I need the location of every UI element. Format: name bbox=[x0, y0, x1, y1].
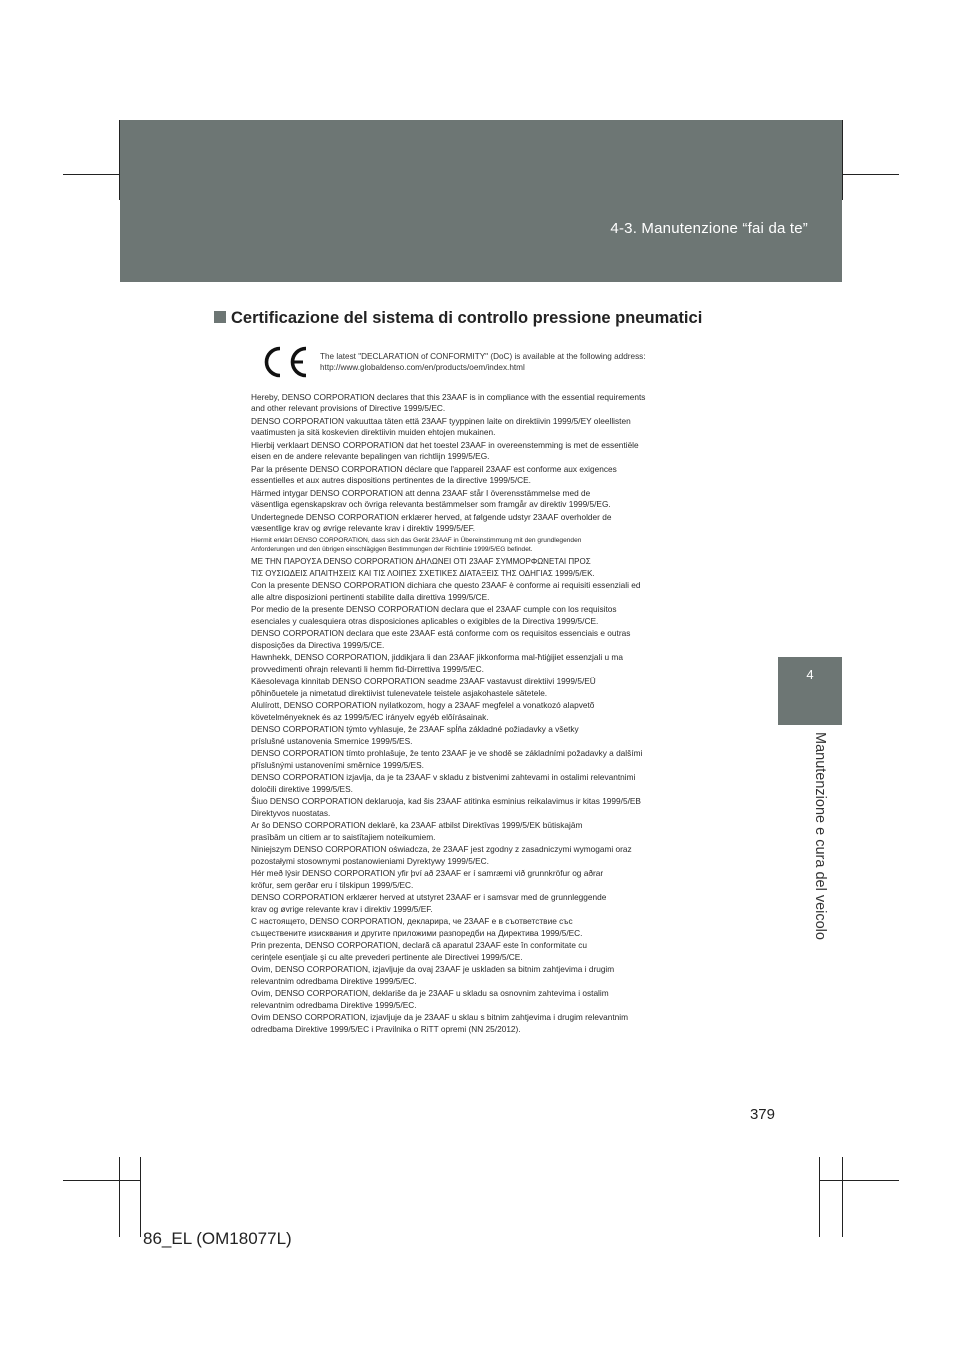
declaration: Alulírott, DENSO CORPORATION nyilatkozom, hogy a 23AAF megfelel a vonatkozó alapvetõ követelményeknek és az 1999/5/EC irányelv egyéb elõírásainak. bbox=[251, 700, 595, 722]
declaration: DENSO CORPORATION tímto prohlašuje, že tento 23AAF je ve shodě se základními požadavky a dalšími příslušnými ustanoveními směrnice 1999/5/ES. bbox=[251, 748, 643, 770]
chapter-tab bbox=[778, 657, 842, 725]
declaration: Hawnhekk, DENSO CORPORATION, jiddikjara li dan 23AAF jikkonforma mal-ħtiġijiet essenzjali u ma provvedimenti oħrajn relevanti li hemm fid-Dirrettiva 1999/5/EC. bbox=[251, 652, 623, 674]
declaration: DENSO CORPORATION izjavlja, da je ta 23AAF v skladu z bistvenimi zahtevami in ostalimi relevantnimi določili direktive 1999/5/ES. bbox=[251, 772, 636, 794]
declaration: DENSO CORPORATION declara que este 23AAF está conforme com os requisitos essenciais e outras disposições da Directiva 1999/5/CE. bbox=[251, 628, 631, 650]
crop-mark bbox=[119, 1157, 120, 1237]
declaration: Prin prezenta, DENSO CORPORATION, declară că aparatul 23AAF este în conformitate cu cerinţele esenţiale şi cu alte prevederi pertinente ale Directivei 1999/5/CE. bbox=[251, 940, 588, 962]
crop-mark bbox=[842, 1157, 843, 1237]
crop-mark bbox=[140, 1157, 141, 1237]
heading-square-icon bbox=[214, 311, 226, 323]
declaration: Niniejszym DENSO CORPORATION oświadcza, że 23AAF jest zgodny z zasadniczymi wymogami oraz pozostałymi stosownymi postanowieniami Dyrektywy 1999/5/EC. bbox=[251, 844, 632, 866]
declaration: Ovim DENSO CORPORATION, izjavljuje da je 23AAF u sklau s bitnim zahtjevima i drugim relevantnim odredbama Direktive 1999/5/EC i Pravilnika o RiTT opremi (NN 25/2012). bbox=[251, 1012, 629, 1034]
crop-mark bbox=[819, 1180, 899, 1181]
declaration: Hierbij verklaart DENSO CORPORATION dat het toestel 23AAF in overeenstemming is met de essentiële eisen en de andere relevante bepalingen van richtlijn 1999/5/EG. bbox=[251, 440, 639, 462]
ce-notice-line: The latest "DECLARATION of CONFORMITY" (DoC) is available at the following address: bbox=[320, 352, 646, 361]
declaration: ΜΕ ΤΗΝ ΠΑΡΟΥΣΑ DENSO CORPORATION ΔΗΛΩΝΕΙ ΟΤΙ 23AAF ΣΥΜΜΟΡΦΩΝΕΤΑΙ ΠΡΟΣ ΤΙΣ ΟΥΣΙΩΔΕΙΣ ΑΠΑΙΤΗΣΕΙΣ ΚΑΙ ΤΙΣ ΛΟΙΠΕΣ ΣΧΕΤΙΚΕΣ ΔΙΑΤΑΞΕΙΣ ΤΗΣ ΟΔΗΓΙΑΣ 1999/5/ΕΚ. bbox=[251, 557, 595, 578]
page-number: 379 bbox=[749, 1106, 775, 1123]
section-heading-text: Certificazione del sistema di controllo pressione pneumatici bbox=[231, 309, 703, 327]
declaration: Por medio de la presente DENSO CORPORATION declara que el 23AAF cumple con los requisitos esenciales y cualesquiera otras disposiciones aplicables o exigibles de la Directiva 1999/5/CE. bbox=[251, 604, 617, 626]
declaration: DENSO CORPORATION erklærer herved at utstyret 23AAF er i samsvar med de grunnleggende krav og øvrige relevante krav i direktiv 1999/5/EF. bbox=[251, 892, 607, 914]
declaration: Hereby, DENSO CORPORATION declares that this 23AAF is in compliance with the essential requirements and other relevant provisions of Directive 1999/5/EC. bbox=[251, 392, 646, 414]
header-band bbox=[120, 120, 842, 282]
ce-mark-icon bbox=[258, 344, 310, 380]
crop-mark bbox=[819, 1157, 820, 1237]
declaration: Ovim, DENSO CORPORATION, deklariše da je 23AAF u skladu sa osnovnim zahtevima i ostalim relevantnim odredbama Direktive 1999/5/EC. bbox=[251, 988, 609, 1010]
declarations bbox=[251, 392, 721, 1036]
declaration: Ovim, DENSO CORPORATION, izjavljuje da ovaj 23AAF je uskladen sa bitnim zahtjevima i drugim relevantnim odredbama Direktive 1999/5/EC. bbox=[251, 964, 615, 986]
declaration: DENSO CORPORATION vakuuttaa täten että 23AAF tyyppinen laite on direktiivin 1999/5/EY oleellisten vaatimusten ja sitä koskevien direktiivin muiden ehtojen mukainen. bbox=[251, 416, 631, 438]
chapter-number: 4 bbox=[806, 667, 814, 682]
section-label: 4-3. Manutenzione “fai da te” bbox=[610, 220, 808, 237]
declaration: Undertegnede DENSO CORPORATION erklærer herved, at følgende udstyr 23AAF overholder de væsentlige krav og øvrige relevante krav i direktiv 1999/5/EF. bbox=[251, 512, 612, 534]
crop-mark bbox=[63, 1180, 141, 1181]
crop-mark bbox=[842, 120, 843, 200]
declaration: Käesolevaga kinnitab DENSO CORPORATION seadme 23AAF vastavust direktiivi 1999/5/EÜ põhinõuetele ja nimetatud direktiivist tulenevatele teistele asjakohastele sätetele. bbox=[251, 676, 596, 698]
document-code: 86_EL (OM18077L) bbox=[143, 1229, 292, 1248]
ce-notice bbox=[320, 351, 646, 373]
declaration: Con la presente DENSO CORPORATION dichiara che questo 23AAF è conforme ai requisiti essenziali ed alle altre disposizioni pertinenti stabilite dalla direttiva 1999/5/CE. bbox=[251, 580, 641, 602]
declaration: Ar šo DENSO CORPORATION deklarē, ka 23AAF atbilst Direktīvas 1999/5/EK būtiskajām prasībām un citiem ar to saistītajiem noteikumiem. bbox=[251, 820, 583, 842]
declaration: Hiermit erklärt DENSO CORPORATION, dass sich das Gerät 23AAF in Übereinstimmung mit den grundlegenden Anforderungen und den übrigen einschlägigen Bestimmungen der Richtlinie 1999/5/EG befindet. bbox=[251, 537, 582, 554]
section-heading bbox=[214, 309, 702, 328]
declaration: DENSO CORPORATION týmto vyhlasuje, že 23AAF spĺňa základné požiadavky a všetky príslušné ustanovenia Smernice 1999/5/ES. bbox=[251, 724, 579, 746]
declaration: Härmed intygar DENSO CORPORATION att denna 23AAF står I överensstämmelse med de väsentliga egenskapskrav och övriga relevanta bestämmelser som framgår av direktiv 1999/5/EG. bbox=[251, 488, 611, 510]
declaration: Šiuo DENSO CORPORATION deklaruoja, kad šis 23AAF atitinka esminius reikalavimus ir kitas 1999/5/EB Direktyvos nuostatas. bbox=[251, 796, 641, 818]
declaration: Hér með lýsir DENSO CORPORATION yfir því að 23AAF er í samræmi við grunnkröfur og aðrar kröfur, sem gerðar eru í tilskipun 1999/5/EC. bbox=[251, 868, 604, 890]
declaration: С настоящето, DENSO CORPORATION, декларира, че 23AAF е в съответствие със съществените изисквания и другите приложими разпоредби на Директива 1999/5/EC. bbox=[251, 916, 583, 938]
declaration: Par la présente DENSO CORPORATION déclare que l'appareil 23AAF est conforme aux exigences essentielles et aux autres dispositions pertinentes de la directive 1999/5/CE. bbox=[251, 464, 617, 486]
ce-notice-url: http://www.globaldenso.com/en/products/oem/index.html bbox=[320, 363, 525, 372]
chapter-title: Manutenzione e cura del veicolo bbox=[812, 732, 828, 940]
